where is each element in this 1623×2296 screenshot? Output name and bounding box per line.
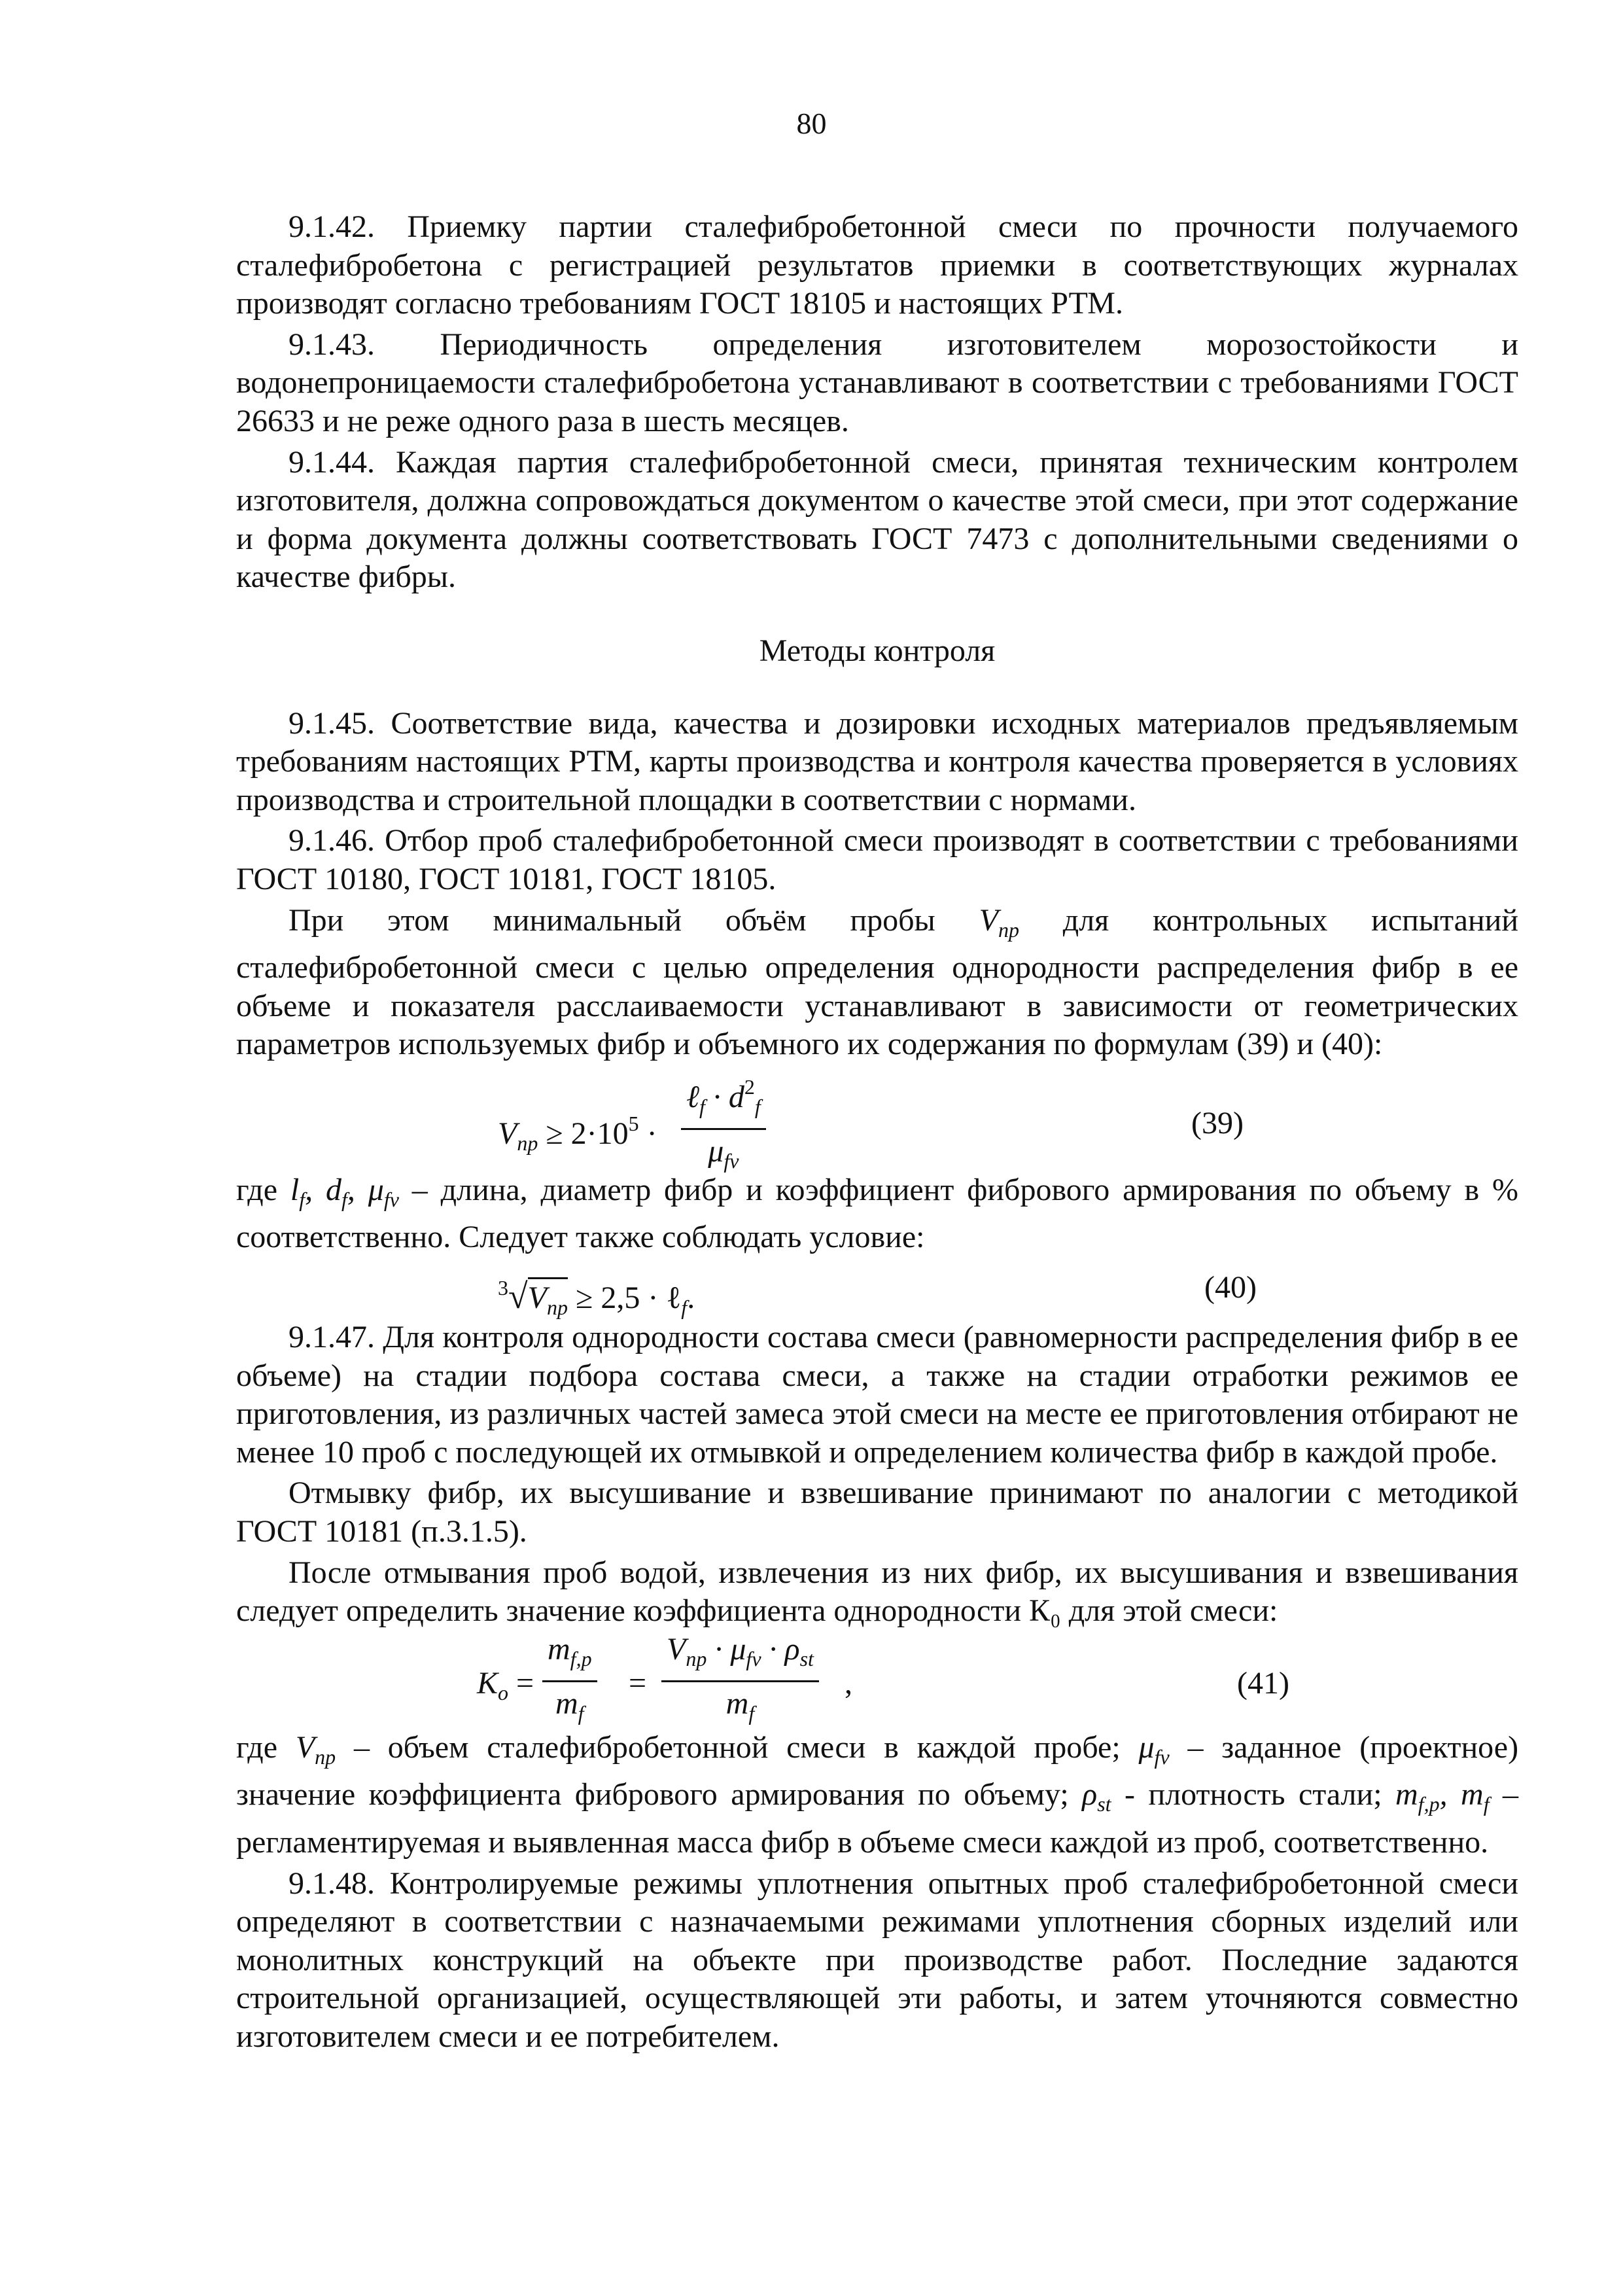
formula-40: [236, 1257, 1518, 1318]
formula-41-comma: ,: [845, 1665, 852, 1701]
formula-41-fraction-2: $V_{np} \cdot \mu_{fv} \cdot \rho_{st}$ $m_f$: [661, 1631, 819, 1733]
paragraph-9-1-43: 9.1.43. Периодичность определения изготовителем морозостойкости и водонепроницаемости сталефибробетона устанавливают в соответствии с требованиями ГОСТ 26633 и не реже одного раза в шесть месяцев.: [236, 327, 1518, 438]
formula-39: [236, 1064, 1518, 1171]
v-np-symbol: $V_{np}$: [979, 902, 1019, 942]
page-number: 80: [796, 107, 827, 140]
formula-39-numerator: ℓ$_f$ · $d^2_f$: [681, 1068, 766, 1131]
paragraph-9-1-45: 9.1.45. Соответствие вида, качества и дозировки исходных материалов предъявляемым требованиям настоящих РТМ, карты производства и контроля качества проверяется в условиях производства и строительной площадки в соответствии с нормами.: [236, 705, 1518, 817]
min-volume-text-a: При этом минимальный объём пробы: [288, 902, 935, 938]
paragraph-after-washing: После отмывания проб водой, извлечения из них фибр, их высушивания и взвешивания следует определить значение коэффициента однородности К₀ для этой смеси:: [236, 1555, 1518, 1629]
formula-39-denominator: $\mu_{fv}$: [708, 1134, 739, 1173]
formula-41-equals: =: [629, 1665, 647, 1701]
formula-41-number: (41): [1237, 1665, 1289, 1701]
symbol-lf: $l_f$, $d_f$, $\mu_{fv}$: [290, 1172, 399, 1211]
paragraph-9-1-48: 9.1.48. Контролируемые режимы уплотнения опытных проб сталефибробетонной смеси определяют в соответствии с назначаемыми режимами уплотнения сборных изделий или монолитных конструкций на объекте при производстве работ. Последние задаются строительной организацией, осуществляющей эти работы, и затем уточняются совместно изготовителем смеси и ее потребителем.: [236, 1865, 1518, 2054]
paragraph-9-1-42: 9.1.42. Приемку партии сталефибробетонной смеси по прочности получаемого сталефибробетона с регистрацией результатов приемки в соответствующих журналах производят согласно требованиям ГОСТ 18105 и настоящих РТМ.: [236, 209, 1518, 321]
formula-39-lhs: $V_{np} \ge 2\cdot 10^5$ ·: [498, 1111, 657, 1155]
paragraph-min-volume: [236, 902, 1518, 1064]
paragraph-9-1-44: 9.1.44. Каждая партия сталефибробетонной смеси, принятая техническим контролем изготовителя, должна сопровождаться документом о качестве этой смеси, при этот содержание и форма документа должны соответствовать ГОСТ 7473 с дополнительными сведениями о качестве фибры.: [236, 444, 1518, 595]
paragraph-wash: Отмывку фибр, их высушивание и взвешивание принимают по аналогии с методикой ГОСТ 10181 (п.3.1.5).: [236, 1475, 1518, 1549]
formula-40-expression: $^3√V_{np} \ge 2,5$ · ℓ$_f$.: [498, 1276, 695, 1320]
paragraph-9-1-46: 9.1.46. Отбор проб сталефибробетонной смеси производят в соответствии с требованиями ГОСТ 10180, ГОСТ 10181, ГОСТ 18105.: [236, 823, 1518, 896]
formula-39-number: (39): [1191, 1105, 1244, 1140]
paragraph-where-39: где $l_f$, $d_f$, $\mu_{fv}$ – длина, диаметр фибр и коэффициент фибрового армирования по объему в % соответственно. Следует также соблюдать условие:: [236, 1172, 1519, 1255]
formula-39-fraction: [681, 1068, 766, 1180]
paragraph-9-1-47: 9.1.47. Для контроля однородности состава смеси (равномерности распределения фибр в ее объеме) на стадии подбора состава смеси, а также на стадии отработки режимов ее приготовления, из различных частей замеса этой смеси на месте ее приготовления отбирают не менее 10 проб с последующей их отмывкой и определением количества фибр в каждой пробе.: [236, 1320, 1518, 1470]
paragraph-where-41: где $V_{np}$ – объем сталефибробетонной смеси в каждой пробе; $\mu_{fv}$ – заданное (проектное) значение коэффициента фибрового армирования по объему; $\rho_{st}$ - плотность стали; $m_{f,p}$, $m_f$ – регламентируемая и выявленная масса фибр в объеме смеси каждой из проб, соответственно.: [236, 1729, 1519, 1860]
formula-40-number: (40): [1204, 1270, 1257, 1305]
section-heading: Методы контроля: [759, 633, 996, 668]
formula-41-fraction-1: $\frac{m_{f,p}}{m_f}$: [542, 1631, 597, 1733]
formula-41: [236, 1631, 1518, 1729]
min-volume-text-b: для контрольных испытаний сталефибробетонной смеси с целью определения однородности распределения фибр в ее объеме и показателя расслаиваемости устанавливают в зависимости от геометрических параметров используемых фибр и объемного их содержания по формулам (39) и (40):: [236, 902, 1519, 1062]
document-body: [236, 208, 1518, 2057]
formula-41-lhs: $K_o$ =: [477, 1665, 534, 1704]
